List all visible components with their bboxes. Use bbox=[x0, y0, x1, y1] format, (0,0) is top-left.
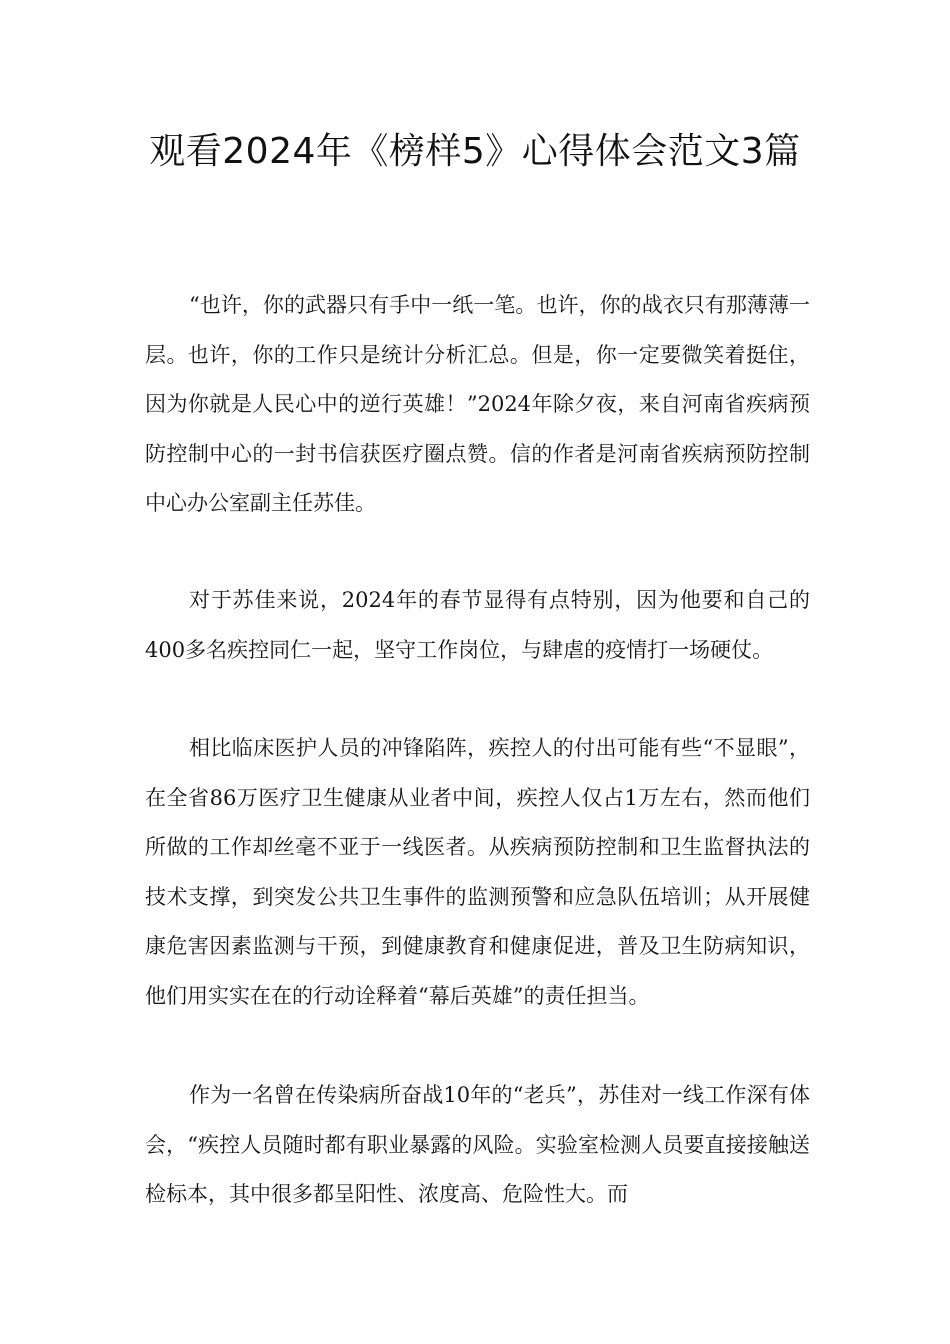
document-title: 观看2024年《榜样5》心得体会范文3篇 bbox=[149, 131, 801, 172]
paragraph-3: 相比临床医护人员的冲锋陷阵，疾控人的付出可能有些“不显眼”，在全省86万医疗卫生健康从业者中间，疾控人仅占1万左右，然而他们所做的工作却丝毫不亚于一线医者。从疾病预防控制和卫生监督执法的技术支撑，到突发公共卫生事件的监测预警和应急队伍培训；从开展健康危害因素监测与干预，到健康教育和健康促进，普及卫生防病知识，他们用实实在在的行动诠释着“幕后英雄”的责任担当。 bbox=[145, 736, 810, 1008]
paragraph-2: 对于苏佳来说，2024年的春节显得有点特别，因为他要和自己的400多名疾控同仁一起，坚守工作岗位，与肆虐的疫情打一场硬仗。 bbox=[145, 588, 810, 662]
paragraph-1: “也许，你的武器只有手中一纸一笔。也许，你的战衣只有那薄薄一层。也许，你的工作只是统计分析汇总。但是，你一定要微笑着挺住，因为你就是人民心中的逆行英雄！”2024年除夕夜，来自河南省疾病预防控制中心的一封书信获医疗圈点赞。信的作者是河南省疾病预防控制中心办公室副主任苏佳。 bbox=[145, 293, 810, 515]
paragraph-4: 作为一名曾在传染病所奋战10年的“老兵”，苏佳对一线工作深有体会，“疾控人员随时都有职业暴露的风险。实验室检测人员要直接接触送检标本，其中很多都呈阳性、浓度高、危险性大。而 bbox=[145, 1083, 810, 1206]
